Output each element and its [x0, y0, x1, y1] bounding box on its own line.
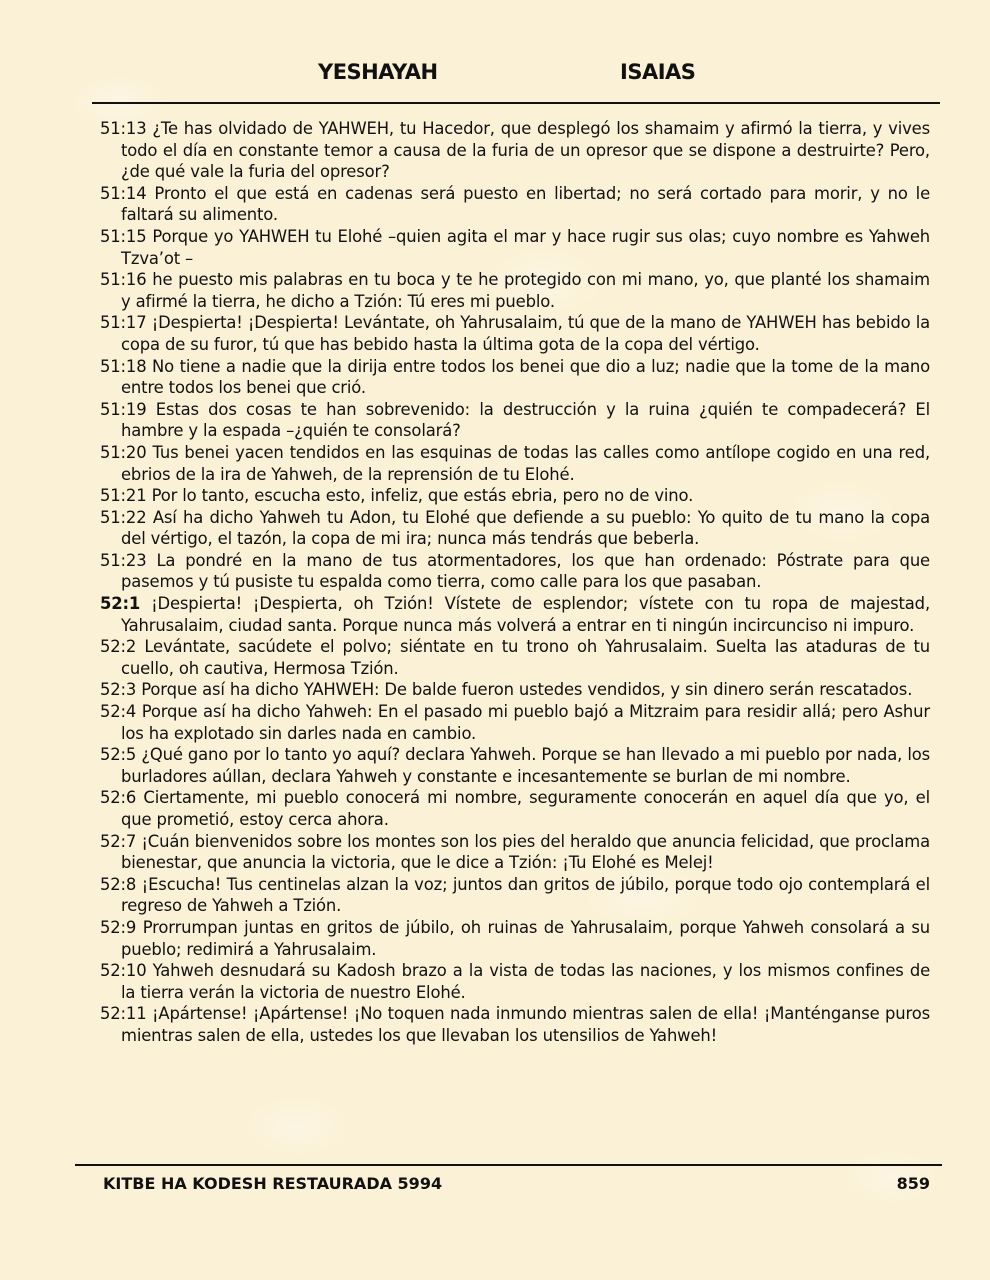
verse-text: Así ha dicho Yahweh tu Adon, tu Elohé que defiende a su pueblo: Yo quito de tu mano la copa del vértigo, el tazón, la copa de mi ira; nunca más tendrás que beberla. — [121, 507, 931, 549]
verse-text: ¿Te has olvidado de YAHWEH, tu Hacedor, que desplegó los shamaim y afirmó la tierra, y vives todo el día en constante temor a causa de la furia de un opresor que se dispone a destruirte? Pero, ¿de qué vale la furia del opresor? — [121, 119, 930, 182]
verse-reference: 51:20 — [100, 442, 147, 462]
page-header — [92, 58, 940, 104]
verse-reference: 51:23 — [100, 550, 147, 570]
verse-text: Pronto el que está en cadenas será puesto en libertad; no será cortado para morir, y no le faltará su alimento. — [121, 183, 930, 225]
verse-reference: 52:8 — [100, 874, 137, 894]
verse-text: Porque así ha dicho Yahweh: En el pasado mi pueblo bajó a Mitzraim para residir allá; pero Ashur los ha explotado sin darles nada en cambio. — [121, 702, 930, 743]
verse-reference: 51:18 — [100, 356, 147, 376]
verse — [100, 269, 930, 312]
verse-text: No tiene a nadie que la dirija entre todos los benei que dio a luz; nadie que la tome de la mano entre todos los benei que crió. — [121, 356, 931, 398]
verse-reference: 52:3 — [100, 680, 137, 700]
verse-reference: 51:17 — [100, 313, 147, 333]
verse-reference: 52:4 — [100, 702, 137, 722]
verse-reference: 52:2 — [100, 637, 137, 657]
footer-title: KITBE HA KODESH RESTAURADA 5994 — [103, 1174, 443, 1193]
verse-text: ¡Apártense! ¡Apártense! ¡No toquen nada inmundo mientras salen de ella! ¡Manténganse puros mientras salen de ella, ustedes los que llevaban los utensilios de Yahweh! — [121, 1004, 930, 1045]
header-book-spanish: ISAIAS — [620, 60, 696, 84]
verse-text: ¡Escucha! Tus centinelas alzan la voz; juntos dan gritos de júbilo, porque todo ojo contemplará el regreso de Yahweh a Tzión. — [121, 874, 931, 916]
verse — [100, 226, 930, 269]
verse — [100, 593, 930, 636]
verse-reference: 51:13 — [100, 119, 147, 138]
verse-reference: 51:22 — [100, 507, 147, 527]
verse — [100, 442, 930, 485]
verse — [100, 312, 930, 355]
verse-reference: 51:15 — [100, 226, 147, 246]
verse — [100, 874, 930, 917]
verse-reference: 52:9 — [100, 917, 137, 937]
verse — [100, 399, 930, 442]
verse — [100, 787, 930, 830]
verse — [100, 183, 930, 226]
verse-text: Ciertamente, mi pueblo conocerá mi nombre, seguramente conocerán en aquel día que yo, el que prometió, estoy cerca ahora. — [121, 788, 930, 829]
verse — [100, 1003, 930, 1046]
verse — [100, 485, 930, 507]
verse-reference: 51:19 — [100, 399, 147, 419]
verse-list — [100, 118, 930, 1047]
verse-reference: 52:1 — [100, 594, 141, 614]
verse — [100, 550, 930, 593]
verse — [100, 701, 930, 744]
verse-text: Porque así ha dicho YAHWEH: De balde fueron ustedes vendidos, y sin dinero serán rescatados. — [141, 680, 913, 700]
verse-reference: 51:14 — [100, 183, 147, 203]
verse-reference: 52:10 — [100, 961, 147, 981]
page-footer — [75, 1164, 942, 1196]
page-number: 859 — [896, 1174, 930, 1193]
verse-reference: 52:6 — [100, 788, 137, 808]
verse — [100, 507, 930, 550]
verse — [100, 744, 930, 787]
verse-text: Tus benei yacen tendidos en las esquinas de todas las calles como antílope cogido en una red, ebrios de la ira de Yahweh, de la reprensión de tu Elohé. — [121, 442, 931, 484]
verse-text: ¡Despierta! ¡Despierta! Levántate, oh Yahrusalaim, tú que de la mano de YAHWEH has bebido la copa de su furor, tú que has bebido hasta la última gota de la copa del vértigo. — [121, 313, 930, 354]
verse — [100, 917, 930, 960]
verse-text: Levántate, sacúdete el polvo; siéntate en tu trono oh Yahrusalaim. Suelta las ataduras de tu cuello, oh cautiva, Hermosa Tzión. — [121, 637, 931, 678]
verse-reference: 51:16 — [100, 270, 147, 290]
verse — [100, 960, 930, 1003]
verse — [100, 356, 930, 399]
verse-reference: 52:7 — [100, 831, 137, 851]
verse-text: ¡Despierta! ¡Despierta, oh Tzión! Vístete de esplendor; vístete con tu ropa de majestad, Yahrusalaim, ciudad santa. Porque nunca más volverá a entrar en ti ningún incircunciso ni impuro. — [121, 594, 931, 635]
verse — [100, 636, 930, 679]
header-book-hebrew: YESHAYAH — [318, 60, 438, 84]
verse-text: Prorrumpan juntas en gritos de júbilo, oh ruinas de Yahrusalaim, porque Yahweh consolará a su pueblo; redimirá a Yahrusalaim. — [121, 917, 931, 959]
verse — [100, 679, 930, 701]
verse-text: he puesto mis palabras en tu boca y te he protegido con mi mano, yo, que planté los shamaim y afirmé la tierra, he dicho a Tzión: Tú eres mi pueblo. — [121, 270, 931, 311]
verse-text: ¿Qué gano por lo tanto yo aquí? declara Yahweh. Porque se han llevado a mi pueblo por nada, los burladores aúllan, declara Yahweh y constante e incesantemente se burlan de mi nombre. — [121, 745, 930, 786]
verse-text: Yahweh desnudará su Kadosh brazo a la vista de todas las naciones, y los mismos confines de la tierra verán la victoria de nuestro Elohé. — [121, 961, 931, 1002]
verse-text: Porque yo YAHWEH tu Elohé –quien agita el mar y hace rugir sus olas; cuyo nombre es Yahweh Tzva’ot – — [121, 226, 930, 268]
verse — [100, 118, 930, 183]
verse-text: La pondré en la mano de tus atormentadores, los que han ordenado: Póstrate para que pasemos y tú pusiste tu espalda como tierra, como calle para los que pasaban. — [121, 550, 930, 592]
verse — [100, 831, 930, 874]
verse-text: Por lo tanto, escucha esto, infeliz, que estás ebria, pero no de vino. — [151, 486, 694, 506]
verse-reference: 52:11 — [100, 1004, 147, 1024]
verse-text: Estas dos cosas te han sobrevenido: la destrucción y la ruina ¿quién te compadecerá? El hambre y la espada –¿quién te consolará? — [121, 399, 931, 441]
verse-reference: 52:5 — [100, 745, 137, 765]
verse-text: ¡Cuán bienvenidos sobre los montes son los pies del heraldo que anuncia felicidad, que proclama bienestar, que anuncia la victoria, que le dice a Tzión: ¡Tu Elohé es Melej! — [121, 831, 930, 873]
verse-reference: 51:21 — [100, 486, 147, 506]
